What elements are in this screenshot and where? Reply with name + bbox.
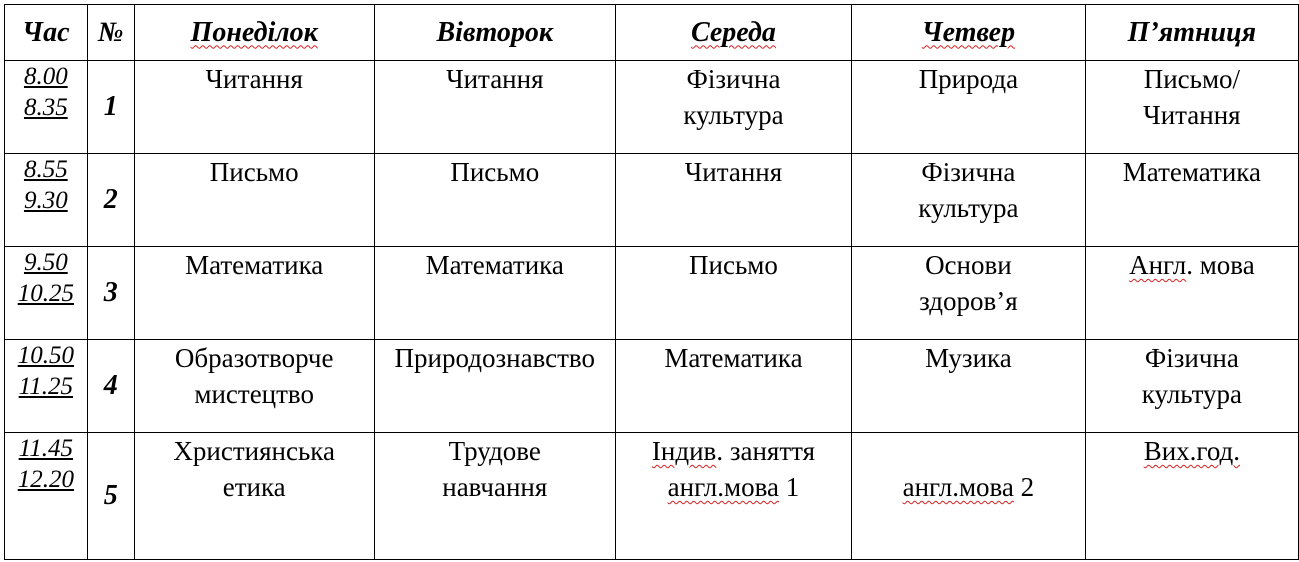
friday-subject: Математика (1085, 154, 1298, 247)
thursday-subject: англ.мова 2 (852, 433, 1086, 560)
friday-subject: Англ. мова (1085, 247, 1298, 340)
lesson-number: 4 (87, 340, 134, 433)
tuesday-subject: Читання (374, 61, 615, 154)
thursday-subject: Музика (852, 340, 1086, 433)
timetable (4, 4, 1299, 560)
time-cell (5, 247, 88, 340)
thursday-subject: Фізична культура (852, 154, 1086, 247)
end-time: 12.20 (17, 466, 74, 493)
wednesday-subject: Письмо (615, 247, 851, 340)
end-time: 9.30 (23, 187, 68, 214)
start-time: 11.45 (18, 435, 74, 462)
tuesday-subject: Трудове навчання (374, 433, 615, 560)
start-time: 8.00 (23, 63, 68, 90)
header-wednesday: Середа (615, 5, 851, 61)
lesson-number: 5 (87, 433, 134, 560)
time-cell (5, 154, 88, 247)
friday-subject: Вих.год. (1085, 433, 1298, 560)
start-time: 10.50 (17, 342, 74, 369)
tuesday-subject: Математика (374, 247, 615, 340)
monday-subject: Християнська етика (134, 433, 374, 560)
header-monday: Понеділок (134, 5, 374, 61)
lesson-number: 1 (87, 61, 134, 154)
wednesday-subject: Фізична культура (615, 61, 851, 154)
header-time: Час (5, 5, 88, 61)
time-cell (5, 433, 88, 560)
monday-subject: Математика (134, 247, 374, 340)
wednesday-subject: Читання (615, 154, 851, 247)
start-time: 9.50 (23, 249, 68, 276)
lesson-row-5 (5, 433, 1299, 560)
lesson-row-4 (5, 340, 1299, 433)
time-cell (5, 340, 88, 433)
lesson-number: 3 (87, 247, 134, 340)
end-time: 11.25 (18, 373, 74, 400)
header-tuesday: Вівторок (374, 5, 615, 61)
friday-subject: Письмо/ Читання (1085, 61, 1298, 154)
lesson-row-1 (5, 61, 1299, 154)
wednesday-subject: Індив. заняття англ.мова 1 (615, 433, 851, 560)
end-time: 10.25 (17, 280, 74, 307)
time-cell (5, 61, 88, 154)
header-number: № (87, 5, 134, 61)
lesson-number: 2 (87, 154, 134, 247)
lesson-row-3 (5, 247, 1299, 340)
friday-subject: Фізична культура (1085, 340, 1298, 433)
tuesday-subject: Письмо (374, 154, 615, 247)
header-thursday: Четвер (852, 5, 1086, 61)
lesson-row-2 (5, 154, 1299, 247)
monday-subject: Читання (134, 61, 374, 154)
tuesday-subject: Природознавство (374, 340, 615, 433)
monday-subject: Образотворче мистецтво (134, 340, 374, 433)
start-time: 8.55 (23, 156, 68, 183)
thursday-subject: Основи здоров’я (852, 247, 1086, 340)
header-row (5, 5, 1299, 61)
wednesday-subject: Математика (615, 340, 851, 433)
header-friday: П’ятниця (1085, 5, 1298, 61)
monday-subject: Письмо (134, 154, 374, 247)
end-time: 8.35 (23, 94, 68, 121)
thursday-subject: Природа (852, 61, 1086, 154)
